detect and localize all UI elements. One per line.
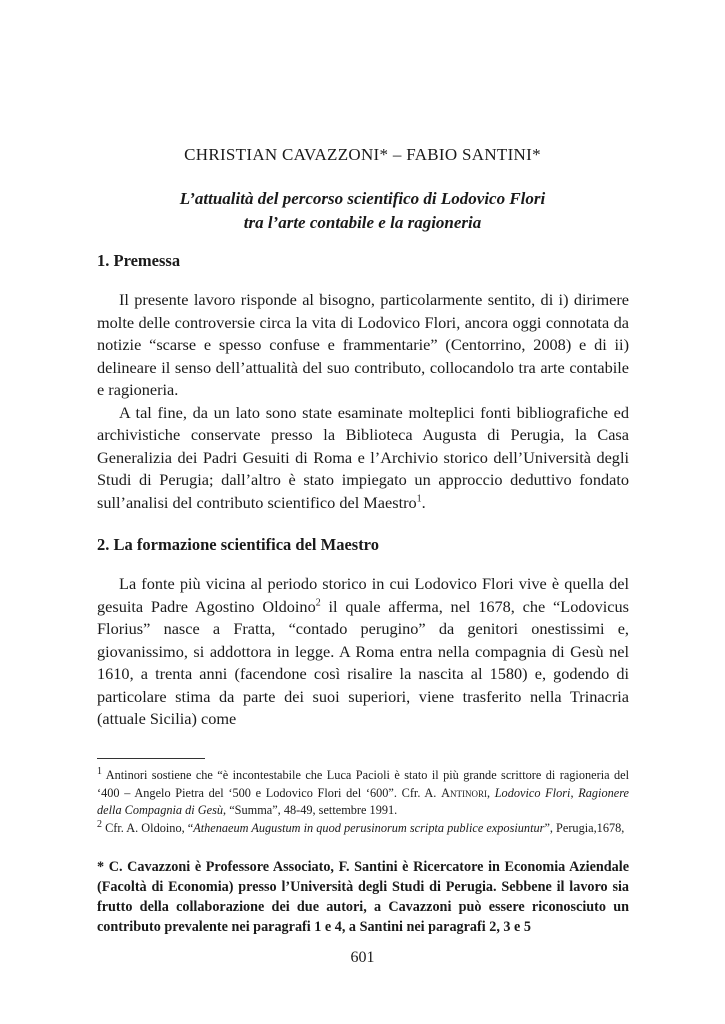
title-line-1: L’attualità del percorso scientifico di Lodovico Flori [179,189,546,208]
section-2-paragraph-1 [97,573,629,731]
footnotes [97,767,629,837]
author-affiliation-note: * C. Cavazzoni è Professore Associato, F. Santini è Ricercatore in Economia Aziendale (Facoltà di Economia) presso l’Università degli Studi di Perugia. Sebbene il lavoro sia frutto della collaborazione dei due autori, a Cavazzoni può essere riconosciuto un contributo prevalente nei paragrafi 1 e 4, a Santini nei paragrafi 2, 3 e 5 [97,859,629,935]
page-number: 601 [350,949,375,966]
section-2-heading: 2. La formazione scientifica del Maestro [97,535,379,554]
footnote-ref-2[interactable]: 2 [315,597,321,609]
footnote-divider [97,758,205,759]
footnote-ref-1[interactable]: 1 [416,493,422,505]
section-2-body [97,573,629,731]
paragraph-text: La fonte più vicina al periodo storico in cui Lodovico Flori vive è quella del gesuita Padre Agostino Oldoino [97,574,629,616]
footnote-2-text-end: ”, Perugia,1678, [544,820,625,835]
paper-title [0,187,725,235]
section-1-paragraph-1: Il presente lavoro risponde al bisogno, particolarmente sentito, di i) dirimere molte delle controversie circa la vita di Lodovico Flori, ancora oggi connotata da notizie “scarse e spesso confuse e frammentarie” (Centorrino, 2008) e di ii) delineare il senso dell’attualità del suo contributo, collocandolo tra arte contabile e ragioneria. [97,290,629,399]
footnote-2 [97,820,629,838]
section-1-body [97,289,629,514]
footnote-2-text: Cfr. A. Oldoino, “ [102,820,194,835]
footnote-1-text-end: , “Summa”, 48-49, settembre 1991. [223,803,398,817]
section-1-heading: 1. Premessa [97,251,181,270]
footnote-2-number: 2 [97,818,102,830]
paragraph-text: A tal fine, da un lato sono state esaminate molteplici fonti bibliografiche ed archivistiche conservate presso la Biblioteca Augusta di Perugia, la Casa Generalizia dei Padri Gesuiti di Roma e l’Archivio storico dell’Università degli Studi di Perugia; dall’altro è stato impiegato un approccio deduttivo fondato sull’analisi del contributo scientifico del Maestro [97,402,629,512]
paragraph-end: . [421,492,426,512]
footnote-1-work-title: Lodovico Flori, Ragionere della Compagnia di Gesù [97,785,629,817]
footnote-1-author: Antinori [441,785,487,800]
authors: CHRISTIAN CAVAZZONI* – FABIO SANTINI* [184,145,541,164]
section-1-paragraph-2 [97,402,629,515]
footnote-2-work-title: Athenaeum Augustum in quod perusinorum scripta publice exposiuntur [193,820,545,835]
footnote-1: $^1$ Antinori sostiene che “è incontestabile che Luca Pacioli è stato il più grande scrittore di ragioneria del ‘400 – Angelo Pietra del ‘500 e Lodovico Flori del ‘600”. Cfr. A. Antinori, Lodovico Flori, Ragionere della Compagnia di Gesù, “Summa”, 48-49, settembre 1991. [97,765,629,817]
paragraph-text-cont: il quale afferma, nel 1678, che “Lodovicus Florius” nasce a Fratta, “contado perugino” da genitori onestissimi e, giovanissimo, si addottora in legge. A Roma entra nella compagnia di Gesù nel 1610, a trenta anni (facendone così risalire la nascita al 1580) e, godendo di particolare stima da parte dei suoi superiori, viene trasferito nella Trinacria (attuale Sicilia) come [97,596,629,728]
title-line-2: tra l’arte contabile e la ragioneria [243,213,482,232]
footnote-1-number: 1 [97,765,102,777]
footnote-1-text: Antinori sostiene che “è incontestabile che Luca Pacioli è stato il più grande scrittore di ragioneria del ‘400 – Angelo Pietra del ‘500 e Lodovico Flori del ‘600”. Cfr. A. [97,768,629,800]
